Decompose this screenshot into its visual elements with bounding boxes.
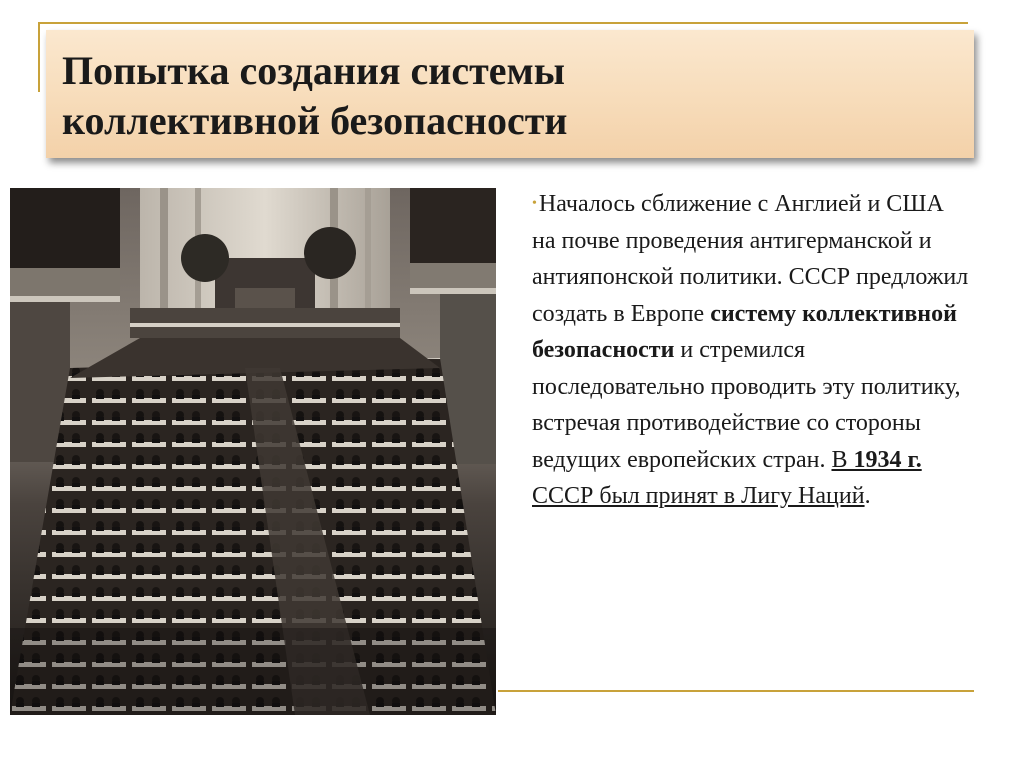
assembly-hall-image xyxy=(10,188,496,715)
body-text-underlined-end: СССР был принят в Лигу Наций xyxy=(532,483,865,509)
slide-title: Попытка создания системы коллективной безопасности xyxy=(62,48,568,143)
body-text-intro: Началось сближение с Англией и США на почве проведения антигерманской и антияпонской политики. СССР предложил создать в Европе xyxy=(532,191,969,327)
body-text-year: 1934 г. xyxy=(853,446,922,473)
bottom-rule xyxy=(498,690,974,692)
body-text-continuation: и стремился последовательно проводить эту политику, встречая противодействие со стороны ведущих европейских стран. xyxy=(532,337,961,473)
bullet-marker-icon: • xyxy=(532,196,537,211)
bullet-text xyxy=(532,186,972,515)
title-top-rule xyxy=(38,22,968,24)
body-text-emphasis: систему коллективной безопасности xyxy=(532,300,957,363)
body-text-underlined-start: В xyxy=(831,446,854,473)
title-left-rule xyxy=(38,22,40,92)
body-text-period: . xyxy=(864,483,871,509)
league-of-nations-photo xyxy=(10,188,496,715)
title-banner xyxy=(46,30,974,158)
